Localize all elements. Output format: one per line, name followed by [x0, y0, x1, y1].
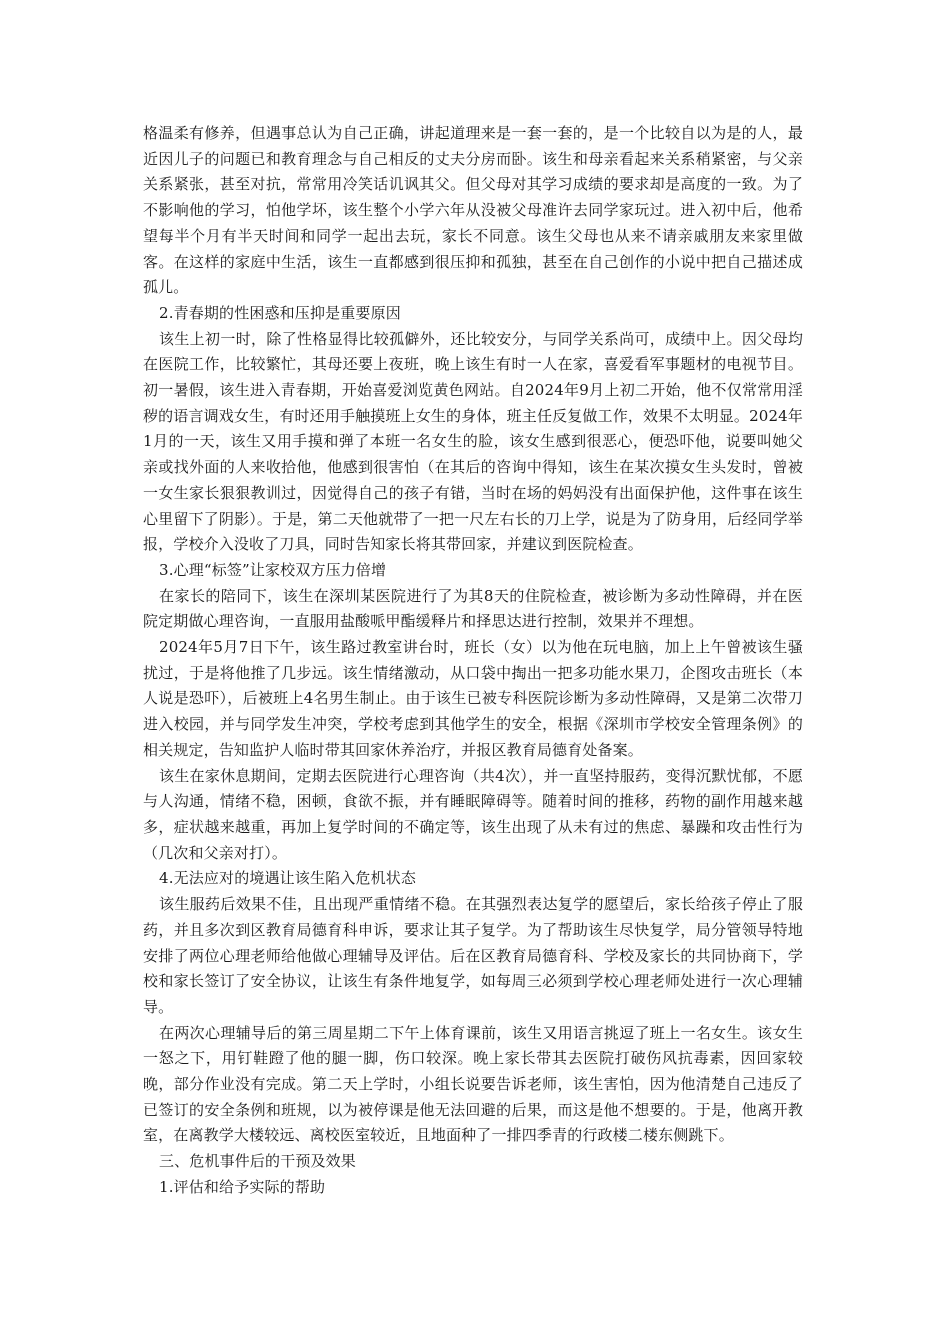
subheading-label-pressure: 3.心理“标签”让家校双方压力倍增: [159, 560, 387, 579]
section-heading-intervention: 三、危机事件后的干预及效果: [159, 1152, 356, 1171]
paragraph-home-rest: 该生在家休息期间，定期去医院进行心理咨询（共4次），并一直坚持服药，变得沉默忧郁，不愿与人沟通，情绪不稳，困顿，食欲不振，并有睡眠障碍等。随着时间的推移，药物的副作用越来越多，症状越来越重，再加上复学时间的不确定等，该生出现了从未有过的焦虑、暴躁和攻击性行为（几次和父亲对打）。: [143, 766, 803, 862]
paragraph-return-to-school: 该生服药后效果不佳，且出现严重情绪不稳。在其强烈表达复学的愿望后，家长给孩子停止了服药，并且多次到区教育局德育科申诉，要求让其子复学。为了帮助该生尽快复学，局分管领导特地安排了两位心理老师给他做心理辅导及评估。后在区教育局德育科、学校及家长的共同协商下，学校和家长签订了安全协议，让该生有条件地复学，如每周三必须到学校心理老师处进行一次心理辅导。: [143, 895, 803, 1016]
paragraph-adolescence: 该生上初一时，除了性格显得比较孤僻外，还比较安分，与同学关系尚可，成绩中上。因父母均在医院工作，比较繁忙，其母还要上夜班，晚上该生有时一人在家，喜爱看军事题材的电视节目。初一暑假，该生进入青春期，开始喜爱浏览黄色网站。自2024年9月上初二开始，他不仅常常用淫秽的语言调戏女生，有时还用手触摸班上女生的身体，班主任反复做工作，效果不太明显。2024年1月的一天，该生又用手摸和弹了本班一名女生的脸，该女生感到很恶心，便恐吓他，说要叫她父亲或找外面的人来收拾他，他感到很害怕（在其后的咨询中得知，该生在某次摸女生头发时，曾被一女生家长狠狠教训过，因觉得自己的孩子有错，当时在场的妈妈没有出面保护他，这件事在该生心里留下了阴影）。于是，第二天他就带了一把一尺左右长的刀上学，说是为了防身用，后经同学举报，学校介入没收了刀具，同时告知家长将其带回家，并建议到医院检查。: [143, 329, 803, 554]
subheading-crisis-state: 4.无法应对的境遇让该生陷入危机状态: [159, 869, 417, 888]
paragraph-hospital-diagnosis: 在家长的陪同下，该生在深圳某医院进行了为其8天的住院检查，被诊断为多动性障碍，并在医院定期做心理咨询，一直服用盐酸哌甲酯缓释片和择思达进行控制，效果并不理想。: [143, 586, 803, 631]
article-body: [143, 121, 803, 1201]
paragraph-knife-incident: 2024年5月7日下午，该生路过教室讲台时，班长（女）以为他在玩电脑，加上上午曾被该生骚扰过，于是将他推了几步远。该生情绪激动，从口袋中掏出一把多功能水果刀，企图攻击班长（本人说是恐吓），后被班上4名男生制止。由于该生已被专科医院诊断为多动性障碍，又是第二次带刀进入校园，并与同学发生冲突，学校考虑到其他学生的安全，根据《深圳市学校安全管理条例》的相关规定，告知监护人临时带其回家休养治疗，并报区教育局德育处备案。: [143, 638, 803, 759]
paragraph-jump-incident: 在两次心理辅导后的第三周星期二下午上体育课前，该生又用语言挑逗了班上一名女生。该女生一怒之下，用钉鞋蹬了他的腿一脚，伤口较深。晚上家长带其去医院打破伤风抗毒素，因回家较晚，部分作业没有完成。第二天上学时，小组长说要告诉老师，该生害怕，因为他清楚自己违反了已签订的安全条例和班规，以为被停课是他无法回避的后果，而这是他不想要的。于是，他离开教室，在离教学大楼较远、离校医室较近，且地面种了一排四季青的行政楼二楼东侧跳下。: [143, 1023, 803, 1145]
paragraph-family-background: 格温柔有修养，但遇事总认为自己正确，讲起道理来是一套一套的，是一个比较自以为是的人，最近因儿子的问题已和教育理念与自己相反的丈夫分房而卧。该生和母亲看起来关系稍紧密，与父亲关系紧张，甚至对抗，常常用冷笑话讥讽其父。但父母对其学习成绩的要求却是高度的一致。为了不影响他的学习，怕他学坏，该生整个小学六年从没被父母准许去同学家玩过。进入初中后，他希望每半个月有半天时间和同学一起出去玩，家长不同意。该生父母也从来不请亲戚朋友来家里做客。在这样的家庭中生活，该生一直都感到很压抑和孤独，甚至在自己创作的小说中把自己描述成孤儿。: [143, 124, 803, 297]
subheading-assessment-help: 1.评估和给予实际的帮助: [159, 1177, 326, 1196]
subheading-adolescence: 2.青春期的性困惑和压抑是重要原因: [159, 303, 401, 322]
